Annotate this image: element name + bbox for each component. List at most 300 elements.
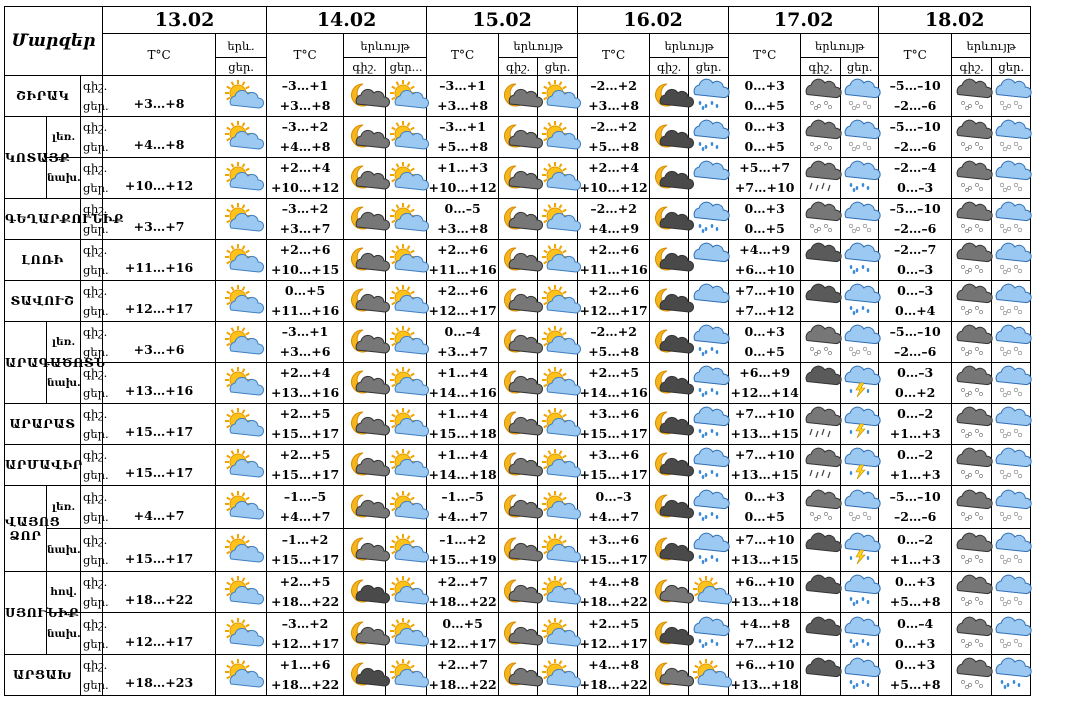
night-temp: 0…+3 bbox=[895, 657, 936, 672]
night-label: գիշ. bbox=[83, 366, 108, 380]
region-name: ԱՐԱՐԱՏ bbox=[5, 404, 81, 445]
night-label: գիշ. bbox=[83, 202, 108, 216]
temp-cell bbox=[267, 158, 344, 199]
temp-cell: +15…+17 bbox=[103, 529, 216, 572]
rain-icon bbox=[841, 240, 879, 281]
temp-cell bbox=[729, 158, 801, 199]
phenomenon-header: երև. bbox=[216, 34, 267, 58]
temp-cell bbox=[578, 76, 650, 117]
day-temp: 0…+5 bbox=[744, 221, 785, 236]
moon-dark-cloud-icon bbox=[650, 199, 689, 240]
snow-icon bbox=[841, 76, 879, 117]
table-row bbox=[5, 322, 1031, 363]
rain-icon bbox=[689, 404, 729, 445]
day-temp: +11…+16 bbox=[579, 262, 648, 277]
moon-cloud-icon bbox=[344, 486, 386, 529]
day-temp: +18…+22 bbox=[579, 594, 648, 609]
sun-cloud-icon bbox=[689, 572, 729, 613]
date-header: 16.02 bbox=[578, 7, 729, 34]
rain-icon bbox=[689, 76, 729, 117]
moon-cloud-icon bbox=[499, 158, 538, 199]
day-temp: +3…+7 bbox=[437, 344, 489, 359]
day-header: ցեր... bbox=[386, 58, 427, 76]
temp-header: T°C bbox=[103, 34, 216, 76]
temp-cell bbox=[879, 655, 952, 696]
temp-cell bbox=[267, 117, 344, 158]
cloud-icon bbox=[689, 240, 729, 281]
table-row bbox=[5, 117, 1031, 158]
night-label: գիշ. bbox=[83, 490, 108, 504]
night-label: գիշ. bbox=[83, 448, 108, 462]
rain-icon bbox=[689, 445, 729, 486]
moon-cloud-icon bbox=[344, 445, 386, 486]
moon-cloud-icon bbox=[344, 158, 386, 199]
day-temp: +3…+8 bbox=[279, 98, 331, 113]
snow-icon bbox=[992, 199, 1031, 240]
day-temp: 0…+4 bbox=[895, 303, 936, 318]
day-temp: +10…+15 bbox=[270, 262, 340, 277]
day-temp: +3…+6 bbox=[279, 344, 331, 359]
night-label: գիշ. bbox=[83, 79, 108, 93]
zone-name: հով. bbox=[47, 572, 81, 613]
day-temp: +5…+8 bbox=[889, 677, 941, 692]
night-temp: –3…+1 bbox=[439, 78, 486, 93]
table-row bbox=[5, 363, 1031, 404]
day-temp: +13…+18 bbox=[730, 594, 799, 609]
day-label: ցեր. bbox=[83, 427, 109, 441]
temp-cell bbox=[729, 281, 801, 322]
day-temp: –2…–6 bbox=[893, 98, 937, 113]
day-temp: +12…+17 bbox=[579, 635, 648, 651]
night-temp: –2…–7 bbox=[893, 242, 937, 257]
sun-cloud-icon bbox=[216, 363, 267, 404]
night-header: գիշ. bbox=[801, 58, 841, 76]
temp-cell bbox=[729, 613, 801, 655]
temp-cell bbox=[578, 199, 650, 240]
night-temp: +3…+6 bbox=[588, 406, 640, 421]
period-labels bbox=[81, 655, 109, 696]
table-row bbox=[5, 199, 1031, 240]
moon-cloud-icon bbox=[499, 486, 538, 529]
day-label: ցեր. bbox=[83, 181, 109, 195]
cloud-snow-icon bbox=[801, 322, 841, 363]
day-temp: +12…+17 bbox=[428, 635, 497, 651]
sun-cloud-icon bbox=[216, 117, 267, 158]
night-temp: +7…+10 bbox=[734, 283, 795, 298]
night-temp: +7…+10 bbox=[734, 447, 795, 462]
cloud-rain-icon bbox=[801, 158, 841, 199]
day-temp: 0…+5 bbox=[744, 344, 785, 359]
night-temp: +1…+3 bbox=[437, 160, 489, 175]
day-temp: +15…+17 bbox=[270, 467, 340, 482]
day-label: ցեր. bbox=[83, 263, 109, 277]
night-temp: +2…+4 bbox=[279, 365, 331, 380]
snow-icon bbox=[992, 117, 1031, 158]
thunderstorm-icon bbox=[841, 529, 879, 572]
date-header: 18.02 bbox=[879, 7, 1031, 34]
rain-icon bbox=[689, 529, 729, 572]
temp-cell bbox=[578, 322, 650, 363]
temp-cell bbox=[729, 76, 801, 117]
temp-cell bbox=[267, 613, 344, 655]
sun-cloud-icon bbox=[216, 199, 267, 240]
temp-cell bbox=[578, 613, 650, 655]
sun-cloud-icon bbox=[216, 613, 267, 655]
night-temp: –2…+2 bbox=[590, 119, 637, 134]
night-label: գիշ. bbox=[83, 575, 108, 589]
region-name: ՇԻՐԱԿ bbox=[5, 76, 81, 117]
zone-name: նախ. bbox=[47, 158, 81, 199]
night-temp: +2…+5 bbox=[279, 406, 331, 421]
sun-cloud-icon bbox=[216, 76, 267, 117]
table-row bbox=[5, 76, 1031, 117]
temp-cell bbox=[267, 240, 344, 281]
temp-cell: +4…+7 bbox=[103, 486, 216, 529]
temp-cell bbox=[729, 445, 801, 486]
night-temp: +2…+5 bbox=[279, 574, 331, 589]
temp-cell bbox=[879, 363, 952, 404]
dark-cloud-icon bbox=[801, 655, 841, 696]
day-temp: 0…+3 bbox=[895, 635, 936, 651]
moon-dark-cloud-icon bbox=[650, 613, 689, 655]
night-temp: +4…+8 bbox=[588, 657, 640, 672]
day-temp: 0…–3 bbox=[897, 180, 934, 195]
temp-cell: +11…+16 bbox=[103, 240, 216, 281]
period-labels bbox=[81, 281, 109, 322]
day-temp: +3…+7 bbox=[279, 221, 331, 236]
night-temp: –3…+1 bbox=[439, 119, 486, 134]
day-temp: +13…+15 bbox=[730, 467, 799, 482]
day-temp: +1…+3 bbox=[889, 426, 941, 441]
moon-dark-cloud-icon bbox=[344, 655, 386, 696]
night-temp: +2…+4 bbox=[588, 160, 640, 175]
day-temp: +7…+12 bbox=[734, 303, 795, 318]
day-label: ցեր. bbox=[83, 678, 109, 692]
day-temp: –2…–6 bbox=[893, 139, 937, 154]
temp-cell bbox=[729, 322, 801, 363]
sun-cloud-icon bbox=[538, 655, 578, 696]
sun-cloud-icon bbox=[386, 445, 427, 486]
temp-cell bbox=[578, 572, 650, 613]
day-temp: 0…+5 bbox=[744, 139, 785, 154]
moon-dark-cloud-icon bbox=[650, 363, 689, 404]
sun-cloud-icon bbox=[386, 613, 427, 655]
temp-cell bbox=[267, 76, 344, 117]
day-temp: +15…+18 bbox=[428, 426, 497, 441]
moon-cloud-icon bbox=[499, 363, 538, 404]
day-temp: +13…+15 bbox=[730, 552, 799, 567]
night-temp: –3…+1 bbox=[281, 324, 329, 339]
night-temp: +2…+5 bbox=[588, 365, 640, 380]
moon-cloud-icon bbox=[499, 613, 538, 655]
temp-cell bbox=[729, 655, 801, 696]
thunderstorm-icon bbox=[841, 445, 879, 486]
sun-cloud-icon bbox=[538, 363, 578, 404]
day-header: ցեր. bbox=[538, 58, 578, 76]
day-header: ցեր. bbox=[841, 58, 879, 76]
date-header: 13.02 bbox=[103, 7, 267, 34]
night-temp: –2…+2 bbox=[590, 201, 637, 216]
moon-cloud-icon bbox=[344, 404, 386, 445]
day-temp: +4…+8 bbox=[279, 139, 331, 154]
temp-cell bbox=[578, 240, 650, 281]
period-labels bbox=[81, 363, 109, 404]
table-row bbox=[5, 240, 1031, 281]
temp-cell: +3…+6 bbox=[103, 322, 216, 363]
night-temp: +3…+6 bbox=[588, 447, 640, 462]
snow-icon bbox=[992, 529, 1031, 572]
temp-cell bbox=[879, 240, 952, 281]
sun-cloud-icon bbox=[386, 158, 427, 199]
temp-header: T°C bbox=[578, 34, 650, 76]
temp-cell bbox=[879, 529, 952, 572]
temp-cell bbox=[578, 529, 650, 572]
temp-cell bbox=[578, 655, 650, 696]
zone-name: նախ. bbox=[47, 613, 81, 655]
day-temp: 0…+2 bbox=[895, 385, 936, 400]
night-temp: +4…+9 bbox=[739, 242, 791, 257]
rain-icon bbox=[689, 199, 729, 240]
sun-cloud-icon bbox=[386, 76, 427, 117]
day-label: ցեր. bbox=[83, 636, 109, 651]
moon-cloud-icon bbox=[344, 117, 386, 158]
region-name: ԱՐՑԱԽ bbox=[5, 655, 81, 696]
night-temp: –3…+2 bbox=[281, 201, 329, 216]
period-labels bbox=[81, 240, 109, 281]
snow-icon bbox=[992, 613, 1031, 655]
moon-cloud-icon bbox=[650, 655, 689, 696]
night-header: գիշ. bbox=[499, 58, 538, 76]
moon-dark-cloud-icon bbox=[650, 404, 689, 445]
cloud-snow-icon bbox=[952, 281, 992, 322]
day-temp: +18…+22 bbox=[428, 677, 497, 692]
temp-cell bbox=[427, 572, 499, 613]
day-temp: +14…+18 bbox=[428, 467, 497, 482]
temp-cell bbox=[879, 281, 952, 322]
temp-cell: +10…+12 bbox=[103, 158, 216, 199]
moon-cloud-icon bbox=[344, 529, 386, 572]
table-row bbox=[5, 613, 1031, 655]
day-temp: 0…+5 bbox=[744, 98, 785, 113]
temp-cell bbox=[427, 76, 499, 117]
temp-cell bbox=[267, 572, 344, 613]
day-label: ցեր. bbox=[83, 345, 109, 359]
zone-name: լեռ. bbox=[47, 322, 81, 363]
thunderstorm-icon bbox=[841, 404, 879, 445]
temp-cell bbox=[879, 199, 952, 240]
day-temp: +14…+16 bbox=[428, 385, 497, 400]
night-label: գիշ. bbox=[83, 243, 108, 257]
day-temp: +15…+17 bbox=[579, 552, 648, 567]
sun-cloud-icon bbox=[689, 655, 729, 696]
region-name: ՎԱՅՈՑ ՁՈՐ bbox=[5, 486, 47, 572]
phenomenon-header: երևույթ bbox=[344, 34, 427, 58]
temp-cell bbox=[427, 117, 499, 158]
sun-cloud-icon bbox=[538, 76, 578, 117]
night-header: գիշ. bbox=[650, 58, 689, 76]
night-temp: 0…–2 bbox=[897, 447, 934, 462]
day-header: ցեր. bbox=[689, 58, 729, 76]
night-label: գիշ. bbox=[83, 284, 108, 298]
period-labels bbox=[81, 322, 109, 363]
sun-cloud-icon bbox=[538, 572, 578, 613]
temp-cell bbox=[879, 613, 952, 655]
snow-icon bbox=[841, 117, 879, 158]
moon-cloud-icon bbox=[499, 404, 538, 445]
rain-icon bbox=[689, 117, 729, 158]
rain-icon bbox=[689, 486, 729, 529]
day-temp: +10…+12 bbox=[428, 180, 497, 195]
regions-header: Մարզեր bbox=[5, 7, 103, 76]
night-temp: –1…–5 bbox=[283, 489, 327, 504]
night-temp: 0…–2 bbox=[897, 406, 934, 421]
table-row bbox=[5, 529, 1031, 572]
table-row bbox=[5, 158, 1031, 199]
forecast-table bbox=[4, 6, 1031, 696]
temp-cell bbox=[427, 404, 499, 445]
dark-cloud-icon bbox=[801, 363, 841, 404]
period-labels bbox=[81, 404, 109, 445]
day-temp: +4…+7 bbox=[437, 509, 489, 524]
sun-cloud-icon bbox=[386, 117, 427, 158]
day-temp: +5…+8 bbox=[889, 594, 941, 609]
day-temp: +12…+17 bbox=[579, 303, 648, 318]
temp-cell: +3…+7 bbox=[103, 199, 216, 240]
night-temp: +2…+4 bbox=[279, 160, 331, 175]
temp-cell: +12…+17 bbox=[103, 281, 216, 322]
temp-cell: +15…+17 bbox=[103, 404, 216, 445]
moon-cloud-icon bbox=[650, 572, 689, 613]
night-temp: 0…–3 bbox=[595, 489, 632, 504]
night-temp: +1…+6 bbox=[279, 657, 331, 672]
snow-icon bbox=[992, 281, 1031, 322]
day-label: ցեր. bbox=[83, 468, 109, 482]
dark-cloud-icon bbox=[801, 281, 841, 322]
sun-cloud-icon bbox=[386, 363, 427, 404]
day-temp: +15…+19 bbox=[428, 552, 497, 567]
sun-cloud-icon bbox=[538, 199, 578, 240]
night-temp: +2…+6 bbox=[437, 283, 489, 298]
cloud-snow-icon bbox=[952, 76, 992, 117]
temp-cell bbox=[729, 486, 801, 529]
temp-cell bbox=[578, 486, 650, 529]
sun-cloud-icon bbox=[386, 486, 427, 529]
night-temp: +2…+6 bbox=[588, 283, 640, 298]
cloud-snow-icon bbox=[952, 117, 992, 158]
day-temp: +13…+18 bbox=[730, 677, 799, 692]
moon-cloud-icon bbox=[499, 199, 538, 240]
night-temp: 0…–3 bbox=[897, 283, 934, 298]
temp-cell bbox=[879, 404, 952, 445]
sun-cloud-icon bbox=[216, 529, 267, 572]
day-temp: +12…+14 bbox=[730, 385, 799, 400]
night-temp: +2…+7 bbox=[437, 574, 489, 589]
night-temp: –3…+2 bbox=[281, 119, 329, 134]
night-temp: +2…+6 bbox=[437, 242, 489, 257]
temp-cell bbox=[879, 486, 952, 529]
period-labels bbox=[81, 117, 109, 158]
day-temp: +12…+17 bbox=[428, 303, 497, 318]
day-temp: +5…+8 bbox=[437, 139, 489, 154]
cloud-snow-icon bbox=[801, 486, 841, 529]
night-temp: +1…+4 bbox=[437, 447, 489, 462]
night-temp: –5…–10 bbox=[889, 489, 941, 504]
snow-icon bbox=[992, 240, 1031, 281]
sun-cloud-icon bbox=[216, 572, 267, 613]
day-temp: +5…+8 bbox=[588, 344, 640, 359]
zone-name: լեռ. bbox=[47, 117, 81, 158]
snow-icon bbox=[992, 322, 1031, 363]
day-temp: +3…+8 bbox=[437, 221, 489, 236]
temp-cell bbox=[267, 363, 344, 404]
cloud-snow-icon bbox=[952, 445, 992, 486]
moon-cloud-icon bbox=[344, 281, 386, 322]
temp-cell: +3…+8 bbox=[103, 76, 216, 117]
night-label: գիշ. bbox=[83, 533, 108, 547]
temp-cell bbox=[729, 199, 801, 240]
day-label: ցեր. bbox=[83, 304, 109, 318]
day-temp: 0…–3 bbox=[897, 262, 934, 277]
night-label: գիշ. bbox=[83, 407, 108, 421]
region-name: ՍՅՈՒՆԻՔ bbox=[5, 572, 47, 655]
day-label: ցեր. bbox=[83, 386, 109, 400]
rain-icon bbox=[841, 572, 879, 613]
night-header: գիշ. bbox=[344, 58, 386, 76]
temp-cell: +18…+22 bbox=[103, 572, 216, 613]
moon-dark-cloud-icon bbox=[650, 486, 689, 529]
day-temp: +14…+16 bbox=[579, 385, 648, 400]
temp-cell bbox=[267, 486, 344, 529]
night-temp: 0…+3 bbox=[895, 574, 936, 589]
table-row bbox=[5, 281, 1031, 322]
temp-cell bbox=[427, 281, 499, 322]
sun-cloud-icon bbox=[386, 322, 427, 363]
day-temp: +4…+7 bbox=[279, 509, 331, 524]
table-row bbox=[5, 445, 1031, 486]
snow-icon bbox=[992, 572, 1031, 613]
night-label: գիշ. bbox=[83, 658, 108, 672]
temp-header: T°C bbox=[729, 34, 801, 76]
day-temp: +1…+3 bbox=[889, 552, 941, 567]
temp-cell bbox=[427, 158, 499, 199]
night-temp: 0…+3 bbox=[744, 119, 785, 134]
temp-cell bbox=[578, 117, 650, 158]
night-temp: 0…+3 bbox=[744, 489, 785, 504]
day-label: ցեր. bbox=[83, 510, 109, 524]
cloud-snow-icon bbox=[801, 199, 841, 240]
date-header: 17.02 bbox=[729, 7, 879, 34]
day-temp: +15…+17 bbox=[270, 552, 340, 567]
temp-cell bbox=[729, 529, 801, 572]
day-temp: 0…+5 bbox=[744, 509, 785, 524]
cloud-snow-icon bbox=[952, 655, 992, 696]
cloud-icon bbox=[689, 281, 729, 322]
snow-icon bbox=[992, 158, 1031, 199]
temp-cell bbox=[578, 281, 650, 322]
night-temp: +2…+5 bbox=[279, 447, 331, 462]
day-temp: +11…+16 bbox=[428, 262, 497, 277]
period-labels bbox=[81, 76, 109, 117]
day-label: ցեր. bbox=[83, 222, 109, 236]
day-label: ցեր. bbox=[83, 595, 109, 609]
night-temp: –3…+1 bbox=[281, 78, 329, 93]
region-name: ԱՐԱԳԱԾՈՏՆ bbox=[5, 322, 47, 404]
snow-icon bbox=[992, 76, 1031, 117]
day-temp: +13…+15 bbox=[730, 426, 799, 441]
temp-cell bbox=[879, 445, 952, 486]
moon-cloud-icon bbox=[344, 76, 386, 117]
moon-dark-cloud-icon bbox=[344, 572, 386, 613]
